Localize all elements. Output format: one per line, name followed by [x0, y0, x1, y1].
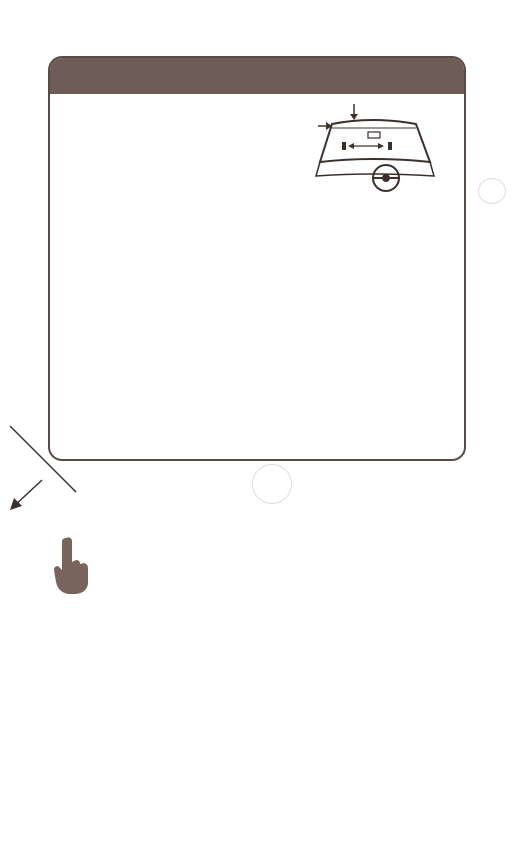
steering-wheel-icon	[373, 165, 399, 191]
punch-hole-right	[478, 178, 506, 204]
main-panel	[48, 56, 466, 461]
arrow-down-left-icon	[6, 422, 86, 512]
punch-hole	[252, 464, 292, 504]
hand-pointer-icon	[52, 536, 92, 596]
windscreen-diagram-icon	[312, 102, 442, 194]
barcode	[124, 728, 424, 788]
banner-title	[50, 58, 464, 94]
vignette-card	[6, 6, 511, 838]
